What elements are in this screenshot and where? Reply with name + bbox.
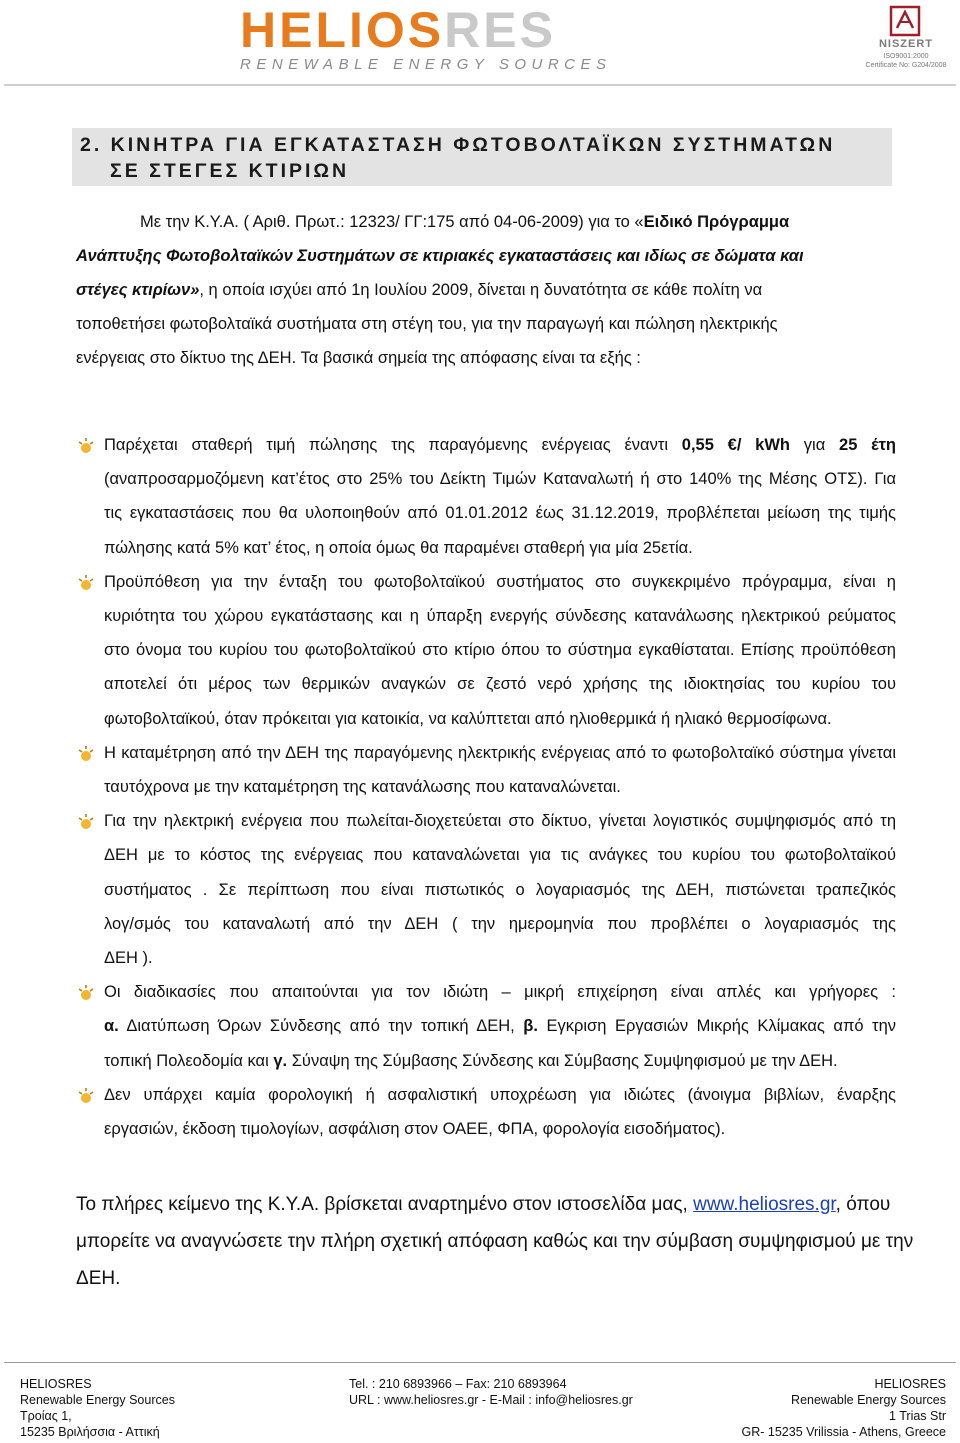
list-item (76, 736, 896, 804)
list-item-line: Δεν υπάρχει καμία φορολογική ή ασφαλιστική υποχρέωση για ιδιώτες (άνοιγμα βιβλίων, έναρξης (104, 1085, 896, 1104)
intro-line (76, 205, 888, 239)
list-item-line: ΔΕΗ ). (104, 949, 153, 968)
list-item-line (104, 428, 896, 462)
duration-value: 25 έτη (839, 436, 897, 454)
section-heading-text (80, 132, 835, 184)
sun-bullet-icon (76, 436, 96, 456)
list-item-line (104, 1044, 896, 1078)
list-item-line: (αναπροσαρμοζόμενη κατ’έτος στο 25% του Δείκτη Τιμών Καταναλωτή ή στο 140% της Μέσης ΟΤΣ). Για (104, 470, 896, 489)
logo-tagline: RENEWABLE ENERGY SOURCES (240, 56, 612, 73)
list-item-line: Προϋπόθεση για την ένταξη του φωτοβολταϊκού συστήματος στο συγκεκριμένο πρόγραμμα, είναι η (104, 572, 896, 591)
sun-bullet-icon (76, 573, 96, 593)
list-item-line: κυριότητα του χώρου εγκατάστασης και η ύπαρξη ενεργής σύνδεσης κατανάλωσης ηλεκτρικού ρεύματος (104, 607, 896, 626)
footer-address-english (742, 1376, 947, 1440)
footer-phone-fax: Tel. : 210 6893966 – Fax: 210 6893964 (349, 1377, 567, 1391)
list-item-line: Η καταμέτρηση από την ΔΕΗ της παραγόμενης ηλεκτρικής ενέργειας από το φωτοβολταϊκό σύστημα γίνεται (104, 743, 896, 762)
list-item (76, 565, 896, 736)
certification-badge (860, 2, 952, 76)
list-item-line: τις εγκαταστάσεις που θα υλοποιηθούν από 01.01.2012 έως 31.12.2019, προβλέπεται μείωση της τιμής (104, 504, 896, 523)
sun-bullet-icon (76, 983, 96, 1003)
list-item-line: στο όνομα του κυρίου του φωτοβολταϊκού στο κτίριο όπου το σύστημα εγκαθίσταται. Επίσης προϋπόθεση (104, 641, 896, 660)
footer-line: 15235 Βριλήσσια - Αττική (20, 1425, 160, 1439)
list-item-line: Οι διαδικασίες που απαιτούνται για τον ιδιώτη – μικρή επιχείρηση είναι απλές και γρήγορες : (104, 983, 896, 1002)
website-link[interactable]: www.heliosres.gr (693, 1194, 836, 1215)
intro-line (76, 273, 888, 307)
step-marker: α. (104, 1017, 119, 1036)
header-divider (4, 84, 956, 86)
intro-text: Με την Κ.Υ.Α. ( Αριθ. Πρωτ.: 12323/ ΓΓ:175 από 04-06-2009) για το « (140, 213, 644, 231)
list-item-line: πώλησης κατά 5% κατ’ έτος, η οποία όμως θα παραμένει σταθερή για μία 25ετία. (104, 538, 693, 557)
closing-paragraph (76, 1186, 914, 1297)
footer-line: Renewable Energy Sources (791, 1393, 946, 1407)
sun-bullet-icon (76, 744, 96, 764)
text: Εγκριση Εργασιών Μικρής Κλίμακας από την (546, 1017, 896, 1036)
certification-mark-icon (888, 4, 922, 38)
heading-line-1: 2. ΚΙΝΗΤΡΑ ΓΙΑ ΕΓΚΑΤΑΣΤΑΣΗ ΦΩΤΟΒΟΛΤΑΪΚΩΝ ΣΥΣΤΗΜΑΤΩΝ (80, 134, 836, 156)
footer-contact (349, 1376, 633, 1408)
certification-details (860, 52, 952, 70)
footer-line: HELIOSRES (874, 1377, 946, 1391)
sun-bullet-icon (76, 1086, 96, 1106)
key-points-list (76, 428, 896, 1146)
price-value: 0,55 €/ kWh (681, 436, 791, 454)
program-title-end: στέγες κτιρίων» (76, 281, 200, 299)
text: , όπου (835, 1194, 891, 1215)
footer-divider (4, 1362, 956, 1363)
list-item-line: αποτελεί ότι μέρος των θερμικών αναγκών σε ζεστό νερό χρήσης της ιδιοκτησίας του κυρίου του (104, 675, 896, 694)
text: Παρέχεται σταθερή τιμή πώλησης της παραγόμενης ενέργειας έναντι (104, 436, 669, 454)
footer-line: HELIOSRES (20, 1377, 92, 1391)
logo-main-text: HELIOS (240, 2, 445, 58)
intro-line: τοποθετήσει φωτοβολταϊκά συστήματα στη στέγη του, για την παραγωγή και πώληση ηλεκτρικής (76, 315, 778, 333)
intro-line-bold: Ανάπτυξης Φωτοβολταϊκών Συστημάτων σε κτιριακές εγκαταστάσεις και ιδίως σε δώματα και (76, 247, 804, 265)
footer-line: 1 Trias Str (889, 1409, 946, 1423)
intro-paragraph (76, 205, 888, 375)
text: Διατύπωση Όρων Σύνδεσης από την τοπική ΔΕΗ, (126, 1017, 515, 1036)
list-item (76, 428, 896, 565)
list-item (76, 804, 896, 975)
company-logo (240, 4, 690, 76)
text: για (803, 436, 826, 454)
text: Σύναψη της Σύμβασης Σύνδεσης και Σύμβασης Συμψηφισμού με την ΔΕΗ. (291, 1051, 838, 1070)
step-marker: γ. (273, 1051, 288, 1070)
text: Το πλήρες κείμενο της Κ.Υ.Α. βρίσκεται αναρτημένο στον ιστοσελίδα μας, (76, 1194, 688, 1215)
list-item-line: λογ/σμός του καταναλωτή από την ΔΕΗ ( την ημερομηνία που προβλέπει ο λογαριασμός της (104, 914, 896, 933)
certification-name: NISZERT (878, 38, 934, 50)
section-heading (72, 128, 892, 186)
text: τοπική Πολεοδομία και (104, 1051, 269, 1070)
list-item-line: εργασιών, έκδοση τιμολογίων, ασφάλιση στον ΟΑΕΕ, ΦΠΑ, φορολογία εισοδήματος). (104, 1120, 726, 1139)
intro-line: ενέργειας στο δίκτυο της ΔΕΗ. Τα βασικά σημεία της απόφασης είναι τα εξής : (76, 349, 641, 367)
heading-line-2: ΣΕ ΣΤΕΓΕΣ ΚΤΙΡΙΩΝ (110, 160, 350, 182)
intro-text: , η οποία ισχύει από 1η Ιουλίου 2009, δίνεται η δυνατότητα σε κάθε πολίτη να (199, 281, 763, 299)
list-item (76, 975, 896, 1078)
logo-wordmark (240, 4, 556, 56)
footer-line: Τροίας 1, (20, 1409, 72, 1423)
certification-standard: ISO9001:2000 (883, 53, 929, 60)
footer-line: Renewable Energy Sources (20, 1393, 175, 1407)
certification-number: Certificate No: G204/2008 (865, 62, 947, 69)
footer-url-email: URL : www.heliosres.gr - E-Mail : info@heliosres.gr (349, 1393, 633, 1407)
logo-accent-text: RES (444, 2, 556, 58)
list-item (76, 1078, 896, 1146)
closing-line: ΔΕΗ. (76, 1268, 121, 1289)
sun-bullet-icon (76, 812, 96, 832)
program-title-bold: Ειδικό Πρόγραμμα (643, 213, 790, 231)
closing-line: μπορείτε να αναγνώσετε την πλήρη σχετική απόφαση καθώς και την σύμβαση συμψηφισμού με την (76, 1231, 914, 1252)
list-item-line: συστήματος . Σε περίπτωση που είναι πιστωτικός ο λογαριασμός της ΔΕΗ, πιστώνεται τραπεζικός (104, 880, 896, 899)
step-marker: β. (523, 1017, 538, 1036)
closing-line (76, 1186, 896, 1223)
list-item-line: Για την ηλεκτρική ενέργεια που πωλείται-διοχετεύεται στο δίκτυο, γίνεται λογιστικός συμψηφισμός από τη (104, 812, 896, 831)
list-item-line (104, 1009, 896, 1043)
footer-line: GR- 15235 Vrilissia - Athens, Greece (741, 1425, 946, 1439)
list-item-line: φωτοβολταϊκού, όταν πρόκειται για κατοικία, να καλύπτεται από ηλιοθερμικά ή ηλιακό θερμοσίφωνα. (104, 709, 832, 728)
list-item-line: ταυτόχρονα με την καταμέτρηση της κατανάλωσης που καταναλώνεται. (104, 778, 621, 797)
footer-address-greek (20, 1376, 175, 1440)
list-item-line: ΔΕΗ με το κόστος της ενέργειας που καταναλώνεται για τις ανάγκες του κυρίου του φωτοβολταϊκού (104, 846, 896, 865)
